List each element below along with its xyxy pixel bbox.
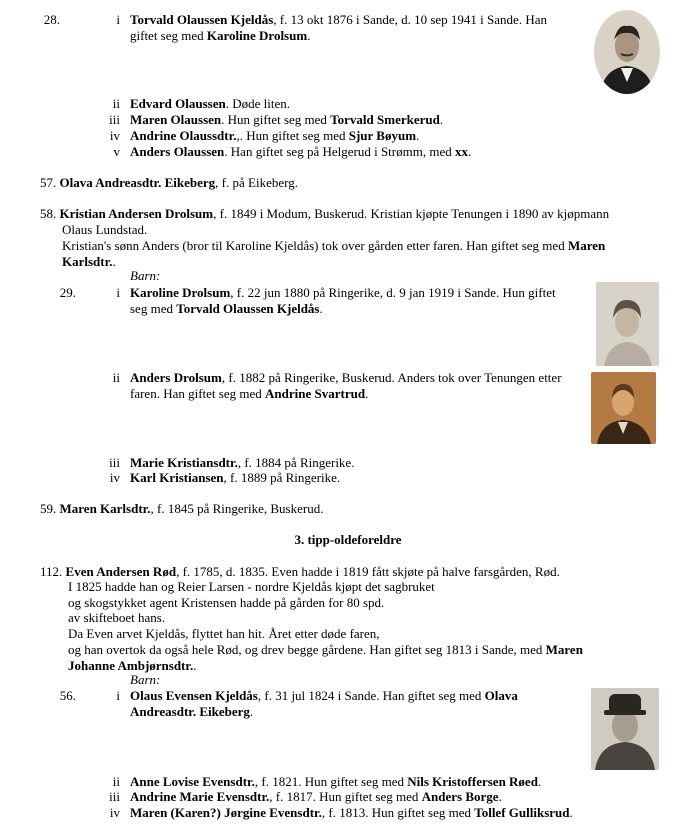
person-name: Anders Drolsum [130,370,222,385]
generation-roman: ii [112,774,120,789]
entry-text: , f. 22 jun 1880 på Ringerike, d. 9 jan 1919 i Sande. Hun giftet [230,285,556,300]
entry-text: , f. 1785, d. 1835. Even hadde i 1819 fått skjøte på halve farsgården, Rød. [176,564,560,579]
entry-line [62,238,605,254]
entry-text: , f. 1813. Hun giftet seg med [321,805,475,820]
person-name: Maren Olaussen [130,112,222,127]
person-name: Olava Andreasdtr. Eikeberg [59,175,216,190]
child-line [130,789,502,805]
person-name: Torvald Olaussen Kjeldås [130,12,274,27]
children-label: Barn: [130,268,161,283]
generation-roman: iii [109,789,120,804]
person-name: Olaus Evensen Kjeldås [130,688,258,703]
entry-line [68,642,583,658]
child-line [130,144,471,160]
entry-text: ,. Hun giftet seg med [236,128,349,143]
generation-roman: ii [112,370,120,385]
entry-text: Da Even arvet Kjeldås, flyttet han hit. Året etter døde faren, [68,626,380,641]
generation-roman: ii [112,96,120,111]
entry-line [40,501,323,517]
entry-text: , f. 1845 på Ringerike, Buskerud. [150,501,324,516]
spouse-name: Andreasdtr. Eikeberg [130,704,250,719]
entry-line [40,206,609,222]
entry-text: , f. 13 okt 1876 i Sande, d. 10 sep 1941 i Sande. Han [273,12,547,27]
entry-text: I 1825 hadde han og Reier Larsen - nordre Kjeldås kjøpt det sagbruket [68,579,435,594]
entry-number: 112. [40,564,63,579]
entry-text: , f. 31 jul 1824 i Sande. Han giftet seg med [257,688,485,703]
entry-text: , f. 1884 på Ringerike. [237,455,355,470]
entry-line [62,254,116,270]
spouse-name: Tollef Gulliksrud [474,805,570,820]
person-name: Karoline Drolsum [130,285,231,300]
generation-roman: i [116,12,120,27]
entry-number: 29. [59,285,76,300]
entry-text: , f. 1821. Hun giftet seg med [254,774,408,789]
child-line [130,112,443,128]
entry-text: . [467,144,472,159]
entry-text: og skogstykket agent Kristensen hadde på gården for 80 spd. [68,595,385,610]
entry-line [40,564,560,580]
generation-roman: i [116,285,120,300]
entry-text: , f. 1889 på Ringerike. [223,470,341,485]
person-name: Maren Karlsdtr. [59,501,151,516]
spouse-name: Anders Borge [421,789,499,804]
entry-text: . [365,386,369,401]
entry-text: . Hun giftet seg med [221,112,331,127]
entry-line [130,28,310,44]
person-name: Edvard Olaussen [130,96,226,111]
generation-roman: i [116,688,120,703]
entry-line [130,12,547,28]
entry-number: 58. [40,206,57,221]
entry-text: . [112,254,116,269]
entry-line [130,386,368,402]
portrait-photo [591,372,656,444]
entry-text: og han overtok da også hele Rød, og drev begge gårdene. Han giftet seg 1813 i Sande, med [68,642,546,657]
person-name: Marie Kristiansdtr. [130,455,238,470]
entry-text: . [416,128,420,143]
entry-line [130,688,518,704]
portrait-photo [594,10,660,94]
children-label: Barn: [130,672,161,687]
generation-roman: iv [109,128,120,143]
entry-number: 56. [59,688,76,703]
child-line [130,455,354,471]
portrait-photo [596,282,659,366]
generation-roman: iv [109,805,120,820]
entry-text: . Han giftet seg på Helgerud i Strømm, med [224,144,455,159]
entry-line [130,285,556,301]
spouse-name: Torvald Smerkerud [330,112,440,127]
person-name: Karl Kristiansen [130,470,224,485]
spouse-name: Johanne Ambjørnsdtr. [68,658,194,673]
person-name: Maren (Karen?) Jørgine Evensdtr. [130,805,322,820]
entry-text: . [439,112,444,127]
generation-roman: iii [109,455,120,470]
person-name: Kristian Andersen Drolsum [59,206,214,221]
spouse-name: Karlsdtr. [62,254,113,269]
person-name: Anne Lovise Evensdtr. [130,774,255,789]
entry-line [40,175,298,191]
entry-line [130,370,562,386]
entry-text: Olaus Lundstad. [62,222,148,237]
entry-number: 28. [43,12,60,27]
entry-text: . [569,805,573,820]
entry-text: . [249,704,254,719]
person-name: Anders Olaussen [130,144,225,159]
child-line [130,128,419,144]
spouse-name: Maren [567,238,606,253]
entry-text: giftet seg med [130,28,207,43]
entry-text: . [193,658,197,673]
child-line [130,470,340,486]
entry-text: . [498,789,502,804]
entry-text: , f. 1817. Hun giftet seg med [269,789,422,804]
person-name: Even Andersen Rød [65,564,177,579]
portrait-photo [591,688,659,770]
generation-roman: v [113,144,120,159]
entry-number: 57. [40,175,57,190]
person-name: Andrine Marie Evensdtr. [130,789,270,804]
entry-line [130,301,323,317]
entry-text: seg med [130,301,177,316]
child-line [130,805,573,821]
entry-line [130,704,253,720]
spouse-name: xx [454,144,468,159]
child-line [130,96,290,112]
spouse-name: Olava [484,688,518,703]
entry-text: . [319,301,323,316]
spouse-name: Karoline Drolsum [206,28,308,43]
entry-text: , f. 1849 i Modum, Buskerud. Kristian kjøpte Tenungen i 1890 av kjøpmann [213,206,610,221]
entry-text: , f. 1882 på Ringerike, Buskerud. Anders tok over Tenungen etter [221,370,562,385]
generation-roman: iii [109,112,120,127]
spouse-name: Andrine Svartrud [265,386,366,401]
entry-text: . [307,28,311,43]
entry-text: , f. på Eikeberg. [215,175,298,190]
entry-text: . Døde liten. [225,96,290,111]
entry-text: faren. Han giftet seg med [130,386,266,401]
section-heading: 3. tipp-oldeforeldre [294,532,402,547]
entry-number: 59. [40,501,57,516]
person-name: Andrine Olaussdtr. [130,128,237,143]
spouse-name: Torvald Olaussen Kjeldås [176,301,320,316]
entry-text: av skifteboet hans. [68,610,166,625]
spouse-name: Sjur Bøyum [348,128,417,143]
entry-text: Kristian's sønn Anders (bror til Karoline Kjeldås) tok over gården etter faren. Han giftet seg med [62,238,568,253]
spouse-name: Maren [545,642,583,657]
spouse-name: Nils Kristoffersen Røed [407,774,538,789]
generation-roman: iv [109,470,120,485]
entry-text: . [537,774,542,789]
child-line [130,774,541,790]
